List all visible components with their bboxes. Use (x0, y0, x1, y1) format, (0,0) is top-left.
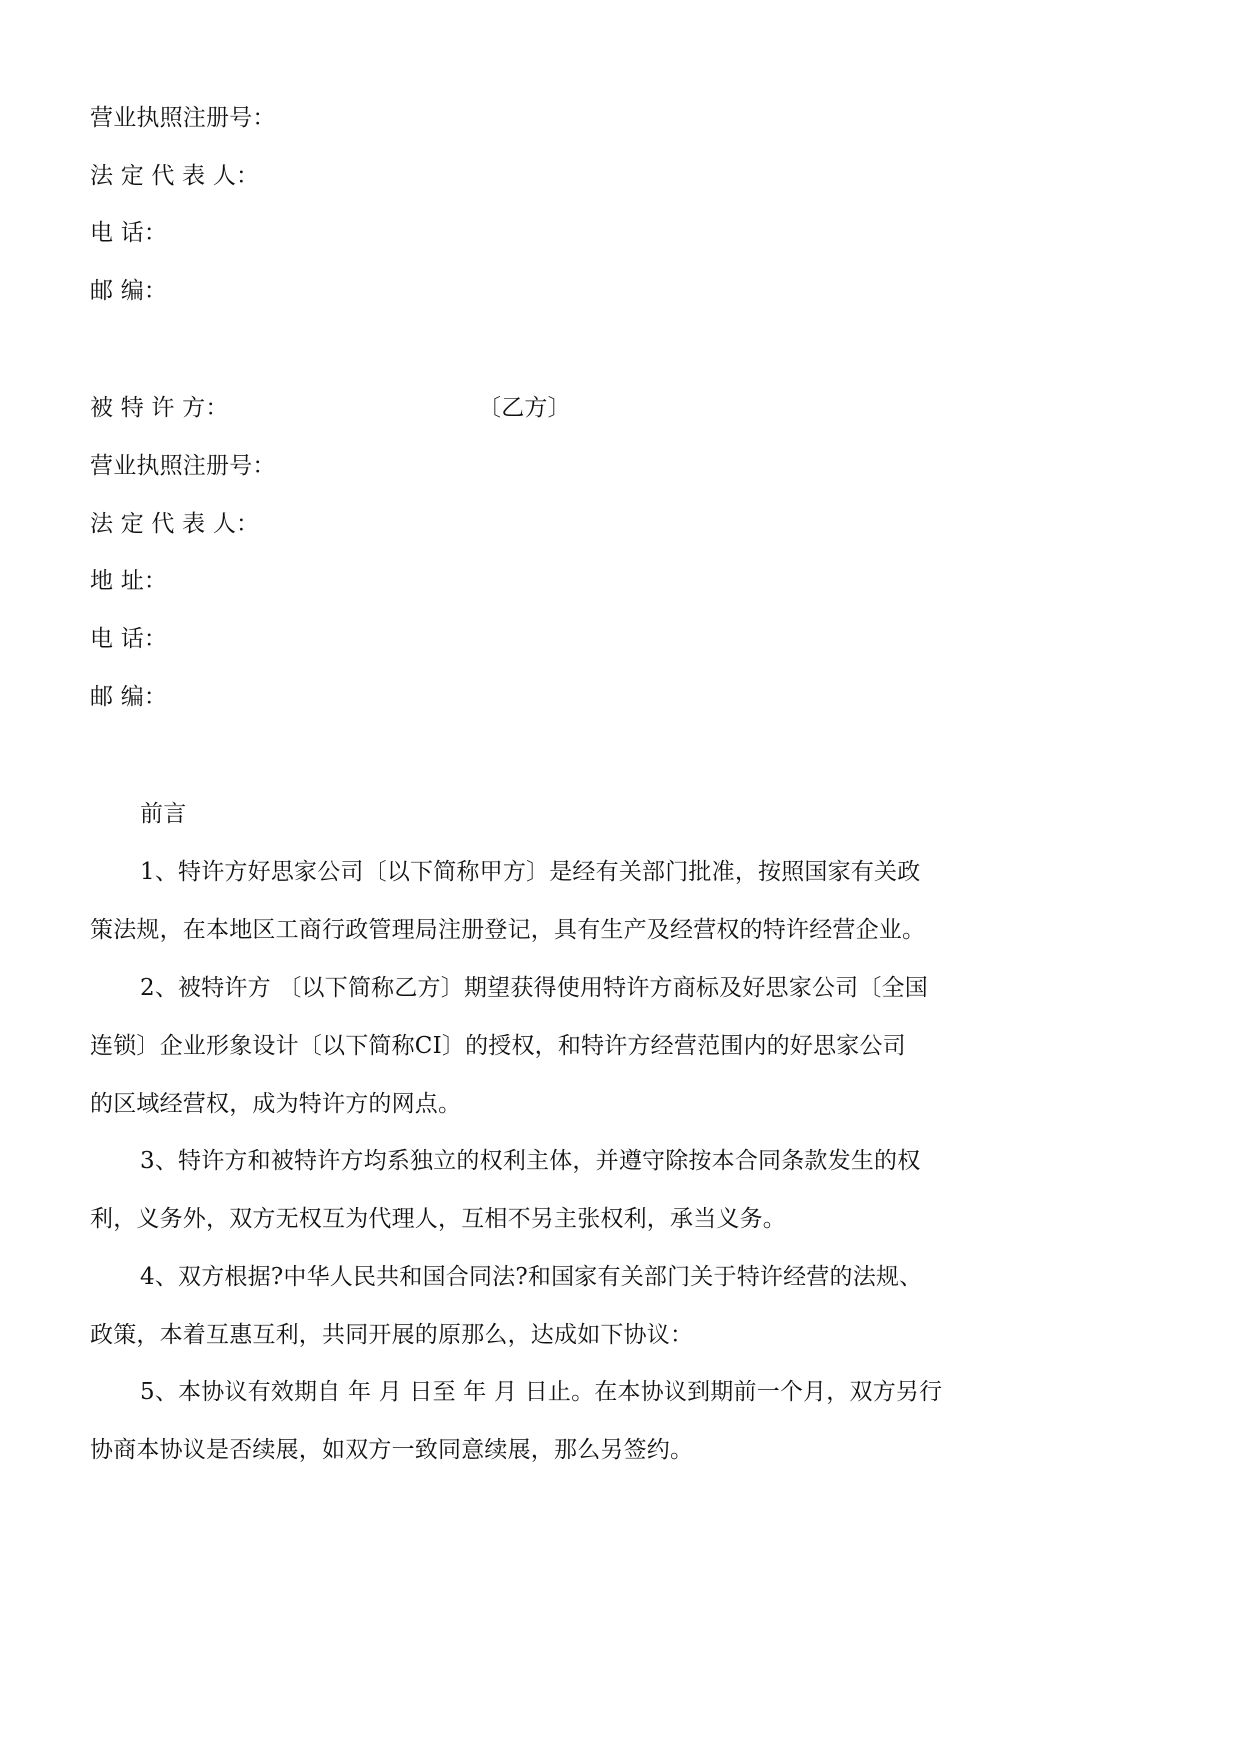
party-b-tag: 〔乙方〕 (478, 395, 571, 421)
party-b-phone-label: 电 话： (90, 626, 168, 652)
preface-line: 4、双方根据?中华人民共和国合同法?和国家有关部门关于特许经营的法规、 (140, 1264, 923, 1290)
preface-line: 连锁〕企业形象设计〔以下简称CI〕的授权，和特许方经营范围内的好思家公司 (90, 1033, 906, 1059)
party-a-license-label: 营业执照注册号： (90, 105, 276, 131)
party-a-phone-label: 电 话： (90, 220, 168, 246)
party-b-rep-label: 法 定 代 表 人： (90, 511, 260, 537)
party-a-zip-label: 邮 编： (90, 278, 168, 304)
party-b-address-label: 地 址： (90, 568, 168, 594)
party-b-zip-label: 邮 编： (90, 684, 168, 710)
preface-line: 协商本协议是否续展，如双方一致同意续展，那么另签约。 (90, 1437, 694, 1463)
preface-line: 利，义务外，双方无权互为代理人，互相不另主张权利，承当义务。 (90, 1206, 786, 1232)
party-b-license-label: 营业执照注册号： (90, 453, 276, 479)
preface-line: 的区域经营权，成为特许方的网点。 (90, 1091, 462, 1117)
preface-line: 策法规，在本地区工商行政管理局注册登记，具有生产及经营权的特许经营企业。 (90, 917, 926, 943)
preface-line: 2、被特许方 〔以下简称乙方〕期望获得使用特许方商标及好思家公司〔全国 (140, 975, 928, 1001)
preface-line: 3、特许方和被特许方均系独立的权利主体，并遵守除按本合同条款发生的权 (140, 1148, 921, 1174)
preface-title: 前言 (140, 801, 187, 827)
preface-line: 5、本协议有效期自 年 月 日至 年 月 日止。在本协议到期前一个月，双方另行 (140, 1379, 943, 1405)
preface-line: 政策，本着互惠互利，共同开展的原那么，达成如下协议： (90, 1322, 694, 1348)
party-a-rep-label: 法 定 代 表 人： (90, 163, 260, 189)
party-b-name-label: 被 特 许 方： (90, 395, 229, 421)
preface-line: 1、特许方好思家公司〔以下简称甲方〕是经有关部门批准，按照国家有关政 (140, 859, 921, 885)
